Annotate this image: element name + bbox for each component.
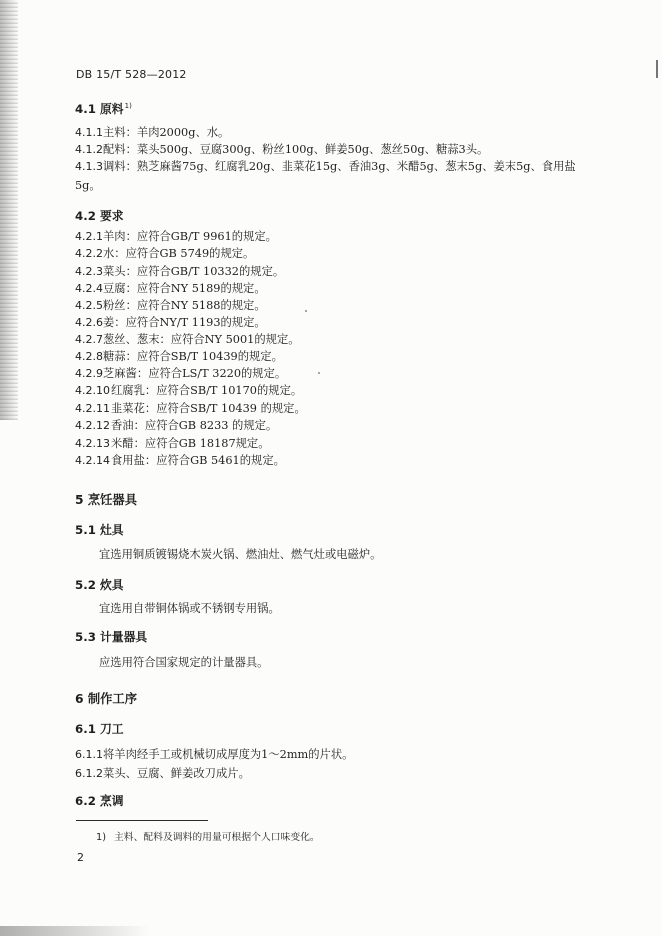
section-6-title: 6 制作工序 [75,692,138,706]
item-number: 4.2.7 [75,333,103,346]
item-text: 将羊肉经手工或机械切成厚度为1～2mm的片状。 [103,748,354,761]
section-5-2-title: 5.2 炊具 [75,578,124,592]
section-6-2-title: 6.2 烹调 [75,794,124,808]
item-text: 食用盐：应符合GB 5461的规定。 [111,454,285,467]
list-item [75,348,283,364]
scan-edge-left [0,0,18,420]
list-item [75,297,266,313]
section-5-3-title: 5.3 计量器具 [75,630,148,644]
list-item [75,245,254,261]
section-4-1-title-text: 4.1 原料 [75,102,124,116]
item-text: 粉丝：应符合NY 5188的规定。 [103,299,266,312]
item-number: 4.1.1 [75,126,103,139]
item-text: 菜头、豆腐、鲜姜改刀成片。 [103,767,250,780]
item-text: 红腐乳：应符合SB/T 10170的规定。 [111,384,303,397]
list-item [75,263,284,279]
item-text: 香油：应符合GB 8233 的规定。 [111,419,278,432]
item-number: 6.1.1 [75,748,103,761]
list-item [75,765,250,781]
section-5-title: 5 烹饪器具 [75,493,138,507]
item-number: 4.1.3 [75,160,103,173]
list-item [75,158,576,174]
item-number: 4.2.14 [75,454,110,467]
item-number: 4.2.4 [75,282,103,295]
item-number: 6.1.2 [75,767,103,780]
item-number: 4.2.1 [75,230,103,243]
list-item [75,365,286,381]
footnote-divider [76,820,208,821]
item-number: 4.2.9 [75,367,103,380]
item-number: 4.2.11 [75,402,110,415]
footnote-number: 1) [96,832,107,843]
section-6-1-title: 6.1 刀工 [75,722,124,736]
item-number: 4.2.12 [75,419,110,432]
item-number: 4.2.13 [75,437,110,450]
item-text: 芝麻酱：应符合LS/T 3220的规定。 [103,367,287,380]
item-text: 菜头：应符合GB/T 10332的规定。 [103,265,285,278]
list-item [75,382,302,398]
scan-speck [305,310,307,312]
item-text: 韭菜花：应符合SB/T 10439 的规定。 [111,402,306,415]
item-text: 调料：熟芝麻酱75g、红腐乳20g、韭菜花15g、香油3g、米醋5g、葱末5g、姜末5g、食用盐 [103,160,576,173]
item-number: 4.2.8 [75,350,103,363]
item-number: 4.2.2 [75,247,103,260]
page-number: 2 [77,851,84,864]
item-text: 水：应符合GB 5749的规定。 [103,247,255,260]
scan-mark-right [656,60,658,78]
item-text: 豆腐：应符合NY 5189的规定。 [103,282,266,295]
item-number: 4.2.5 [75,299,103,312]
section-4-2-title: 4.2 要求 [75,209,124,223]
section-4-1-footnote-marker: 1) [124,102,132,110]
footnote [96,829,320,843]
item-text: 姜：应符合NY/T 1193的规定。 [103,316,266,329]
scan-edge-bottom [0,926,150,936]
list-item [75,746,353,762]
list-item [75,400,306,416]
list-item [75,452,285,468]
item-text: 主料：羊肉2000g、水。 [103,126,230,139]
item-text: 5g。 [75,179,101,192]
list-item [75,331,300,347]
section-5-3-text: 应选用符合国家规定的计量器具。 [99,656,269,669]
item-text: 米醋：应符合GB 18187规定。 [111,437,270,450]
item-text: 羊肉：应符合GB/T 9961的规定。 [103,230,277,243]
list-item [75,280,266,296]
section-5-1-title: 5.1 灶具 [75,523,124,537]
item-number: 4.2.6 [75,316,103,329]
item-number: 4.2.10 [75,384,110,397]
list-item [75,141,488,157]
item-number: 4.2.3 [75,265,103,278]
item-text: 糖蒜：应符合SB/T 10439的规定。 [103,350,283,363]
scan-speck [318,372,320,374]
item-text: 葱丝、葱末：应符合NY 5001的规定。 [103,333,300,346]
list-item [75,228,277,244]
footnote-text: 主料、配料及调料的用量可根据个人口味变化。 [114,832,320,843]
section-5-2-text: 宜选用自带铜体锅或不锈钢专用锅。 [99,602,280,615]
section-5-1-text: 宜选用铜质镀锡烧木炭火锅、燃油灶、燃气灶或电磁炉。 [99,548,382,561]
list-item [75,124,229,140]
list-item [75,435,270,451]
document-header: DB 15/T 528—2012 [76,68,187,81]
section-4-1-title [75,100,132,117]
list-item [75,314,266,330]
list-item [75,417,277,433]
item-text: 配料：菜头500g、豆腐300g、粉丝100g、鲜姜50g、葱丝50g、糖蒜3头。 [103,143,489,156]
item-number: 4.1.2 [75,143,103,156]
list-item-continuation [75,177,101,193]
